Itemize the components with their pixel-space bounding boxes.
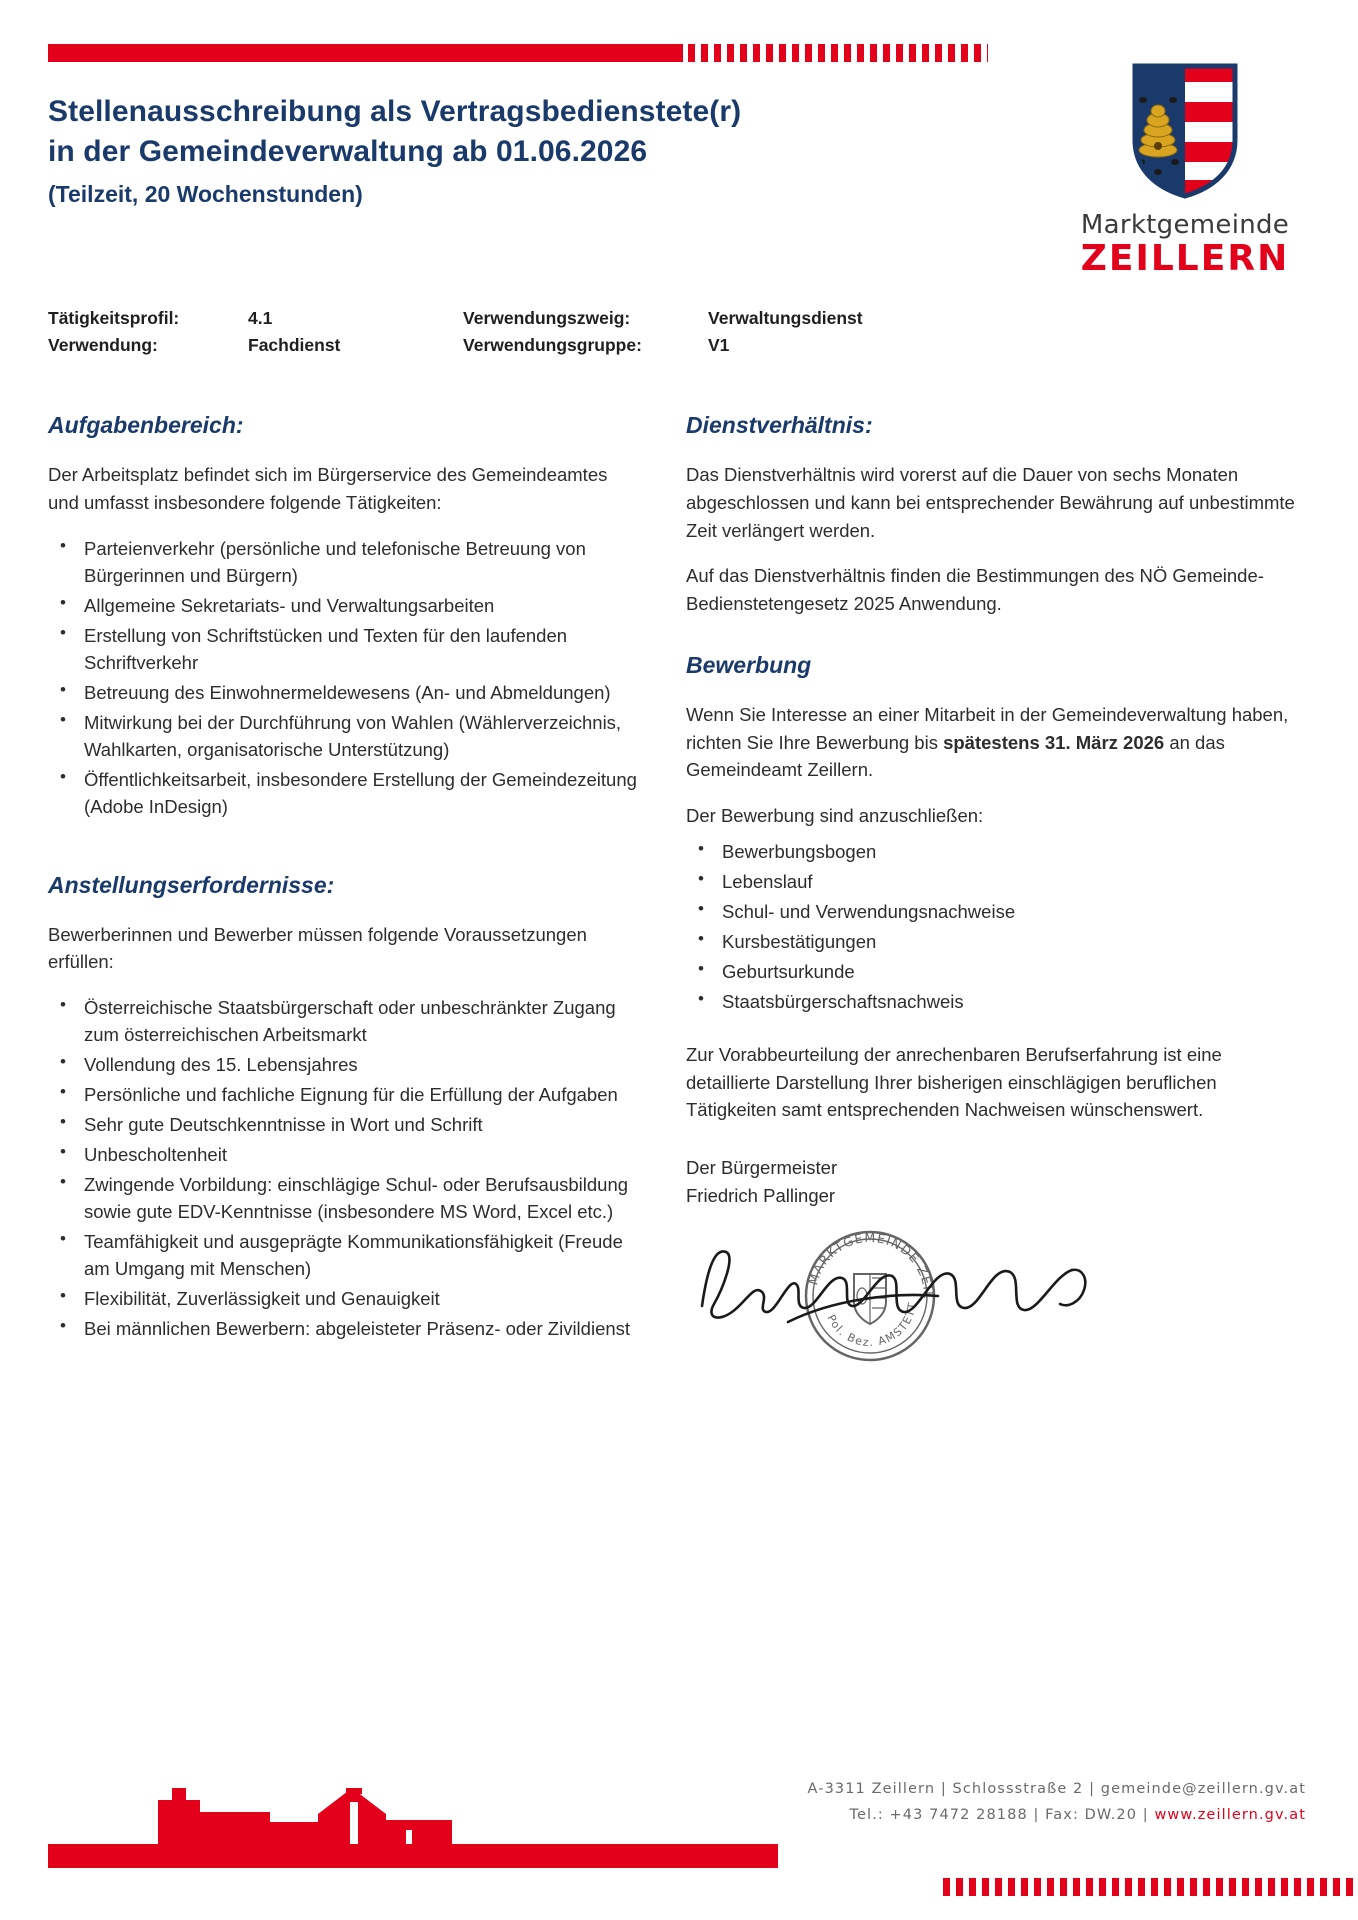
heading-dienstverhaeltnis: Dienstverhältnis: bbox=[686, 412, 873, 438]
signoff-name: Friedrich Pallinger bbox=[686, 1184, 836, 1206]
list-item: • Teamfähigkeit und ausgeprägte Kommunikationsfähigkeit (Freude am Umgang mit Menschen) bbox=[48, 1228, 638, 1282]
list-item: • Geburtsurkunde bbox=[686, 958, 1296, 985]
footer-website-link[interactable]: www.zeillern.gv.at bbox=[1154, 1806, 1306, 1823]
dienstverhaeltnis-paragraph-1: Das Dienstverhältnis wird vorerst auf die Dauer von sechs Monaten abgeschlossen und kann bei entsprechender Bewährung auf unbestimmte Zeit verlängert werden. bbox=[686, 464, 1295, 541]
list-item: • Bei männlichen Bewerbern: abgeleisteter Präsenz- oder Zivildienst bbox=[48, 1315, 638, 1342]
list-item: • Österreichische Staatsbürgerschaft oder unbeschränkter Zugang zum österreichischen Arbeitsmarkt bbox=[48, 994, 638, 1048]
right-column bbox=[686, 412, 1296, 1366]
list-item: • Erstellung von Schriftstücken und Texten für den laufenden Schriftverkehr bbox=[48, 622, 638, 676]
municipality-logo bbox=[1060, 62, 1310, 278]
page-subtitle: (Teilzeit, 20 Wochenstunden) bbox=[48, 181, 363, 208]
heading-bewerbung: Bewerbung bbox=[686, 651, 812, 678]
page-title-line-2: in der Gemeindeverwaltung ab 01.06.2026 bbox=[48, 134, 648, 168]
meta-row-2 bbox=[48, 332, 1008, 359]
list-item: • Schul- und Verwendungsnachweise bbox=[686, 898, 1296, 925]
value-verwendungszweig: Verwaltungsdienst bbox=[708, 308, 863, 328]
list-item: • Lebenslauf bbox=[686, 868, 1296, 895]
list-item: • Mitwirkung bei der Durchführung von Wahlen (Wählerverzeichnis, Wahlkarten, organisatorische Unterstützung) bbox=[48, 709, 638, 763]
heading-aufgabenbereich: Aufgabenbereich: bbox=[48, 412, 244, 438]
anstellungserfordernisse-intro: Bewerberinnen und Bewerber müssen folgende Voraussetzungen erfüllen: bbox=[48, 923, 587, 973]
bewerbung-intro-part1: Wenn Sie Interesse an einer Mitarbeit in der Gemeindeverwaltung haben, richten Sie Ihre Bewerbung bis bbox=[686, 703, 1289, 753]
bewerbung-intro bbox=[686, 701, 1296, 784]
list-item: • Zwingende Vorbildung: einschlägige Schul- oder Berufsausbildung sowie gute EDV-Kenntnisse (insbesondere MS Word, Excel etc.) bbox=[48, 1171, 638, 1225]
list-item: • Flexibilität, Zuverlässigkeit und Genauigkeit bbox=[48, 1285, 638, 1312]
signature-area bbox=[686, 1216, 1296, 1366]
left-column bbox=[48, 412, 638, 1348]
bewerbung-deadline: spätestens 31. März 2026 bbox=[943, 731, 1165, 753]
list-item: • Kursbestätigungen bbox=[686, 928, 1296, 955]
label-taetigkeitsprofil: Tätigkeitsprofil: bbox=[48, 308, 180, 328]
list-item: • Parteienverkehr (persönliche und telefonische Betreuung von Bürgerinnen und Bürgern) bbox=[48, 535, 638, 589]
bewerbung-intro-part2: an das Gemeindeamt Zeillern. bbox=[686, 731, 1225, 781]
list-item: • Staatsbürgerschaftsnachweis bbox=[686, 988, 1296, 1015]
footer-phone-line bbox=[808, 1803, 1306, 1828]
job-meta-grid bbox=[48, 305, 1008, 359]
logo-text-zeillern: ZEILLERN bbox=[1080, 238, 1290, 279]
aufgabenbereich-list bbox=[48, 535, 638, 820]
dienstverhaeltnis-paragraph-2: Auf das Dienstverhältnis finden die Bestimmungen des NÖ Gemeinde-Bedienstetengesetz 2025 Anwendung. bbox=[686, 565, 1264, 614]
logo-text-marktgemeinde: Marktgemeinde bbox=[1080, 210, 1290, 240]
list-item: • Bewerbungsbogen bbox=[686, 838, 1296, 865]
svg-text:Pol. Bez. AMSTETTEN: Pol. Bez. AMSTETT bbox=[824, 1300, 920, 1349]
top-decorative-bar bbox=[48, 44, 948, 62]
label-verwendungszweig: Verwendungszweig: bbox=[463, 308, 631, 328]
aufgabenbereich-intro: Der Arbeitsplatz befindet sich im Bürgerservice des Gemeindeamtes und umfasst insbesondere folgende Tätigkeiten: bbox=[48, 464, 608, 513]
signature-mark bbox=[692, 1234, 1112, 1354]
page-title-line-1: Stellenausschreibung als Vertragsbedienstete(r) bbox=[48, 95, 742, 128]
svg-text:MARKTGEMEINDE ZEILLERN: MARKTGEMEINDE ZEIL bbox=[805, 1229, 937, 1299]
value-verwendung: Fachdienst bbox=[248, 335, 341, 356]
footer-address-line: A-3311 Zeillern | Schlossstraße 2 | gemeinde@zeillern.gv.at bbox=[807, 1781, 1306, 1798]
signoff-block bbox=[686, 1154, 1296, 1210]
footer-contact bbox=[808, 1777, 1306, 1828]
document-header bbox=[48, 92, 1058, 208]
meta-row-1 bbox=[48, 305, 1008, 332]
anstellungserfordernisse-list bbox=[48, 994, 638, 1342]
list-item: • Öffentlichkeitsarbeit, insbesondere Erstellung der Gemeindezeitung (Adobe InDesign) bbox=[48, 766, 638, 820]
attachments-list bbox=[686, 838, 1296, 1015]
list-item: • Sehr gute Deutschkenntnisse in Wort und Schrift bbox=[48, 1111, 638, 1138]
value-verwendungsgruppe: V1 bbox=[708, 335, 730, 356]
top-bar-solid bbox=[48, 44, 683, 62]
list-item: • Betreuung des Einwohnermeldewesens (An- und Abmeldungen) bbox=[48, 679, 638, 706]
label-verwendungsgruppe: Verwendungsgruppe: bbox=[463, 335, 642, 356]
list-item: • Allgemeine Sekretariats- und Verwaltungsarbeiten bbox=[48, 592, 638, 619]
top-bar-dashes bbox=[688, 44, 988, 62]
footer-dashes bbox=[943, 1878, 1358, 1896]
list-item: • Unbescholtenheit bbox=[48, 1141, 638, 1168]
bewerbung-note: Zur Vorabbeurteilung der anrechenbaren Berufserfahrung ist eine detaillierte Darstellung Ihrer bisherigen einschlägigen beruflichen Tätigkeiten samt entsprechenden Nachweisen wünschenswert. bbox=[686, 1043, 1222, 1121]
label-verwendung: Verwendung: bbox=[48, 335, 158, 356]
signoff-role: Der Bürgermeister bbox=[686, 1157, 838, 1178]
list-item: • Persönliche und fachliche Eignung für die Erfüllung der Aufgaben bbox=[48, 1081, 638, 1108]
attachments-label: Der Bewerbung sind anzuschließen: bbox=[686, 805, 984, 826]
heading-anstellungserfordernisse: Anstellungserfordernisse: bbox=[48, 871, 335, 898]
list-item: • Vollendung des 15. Lebensjahres bbox=[48, 1051, 638, 1078]
footer-phone: Tel.: +43 7472 28188 | Fax: DW.20 | bbox=[849, 1806, 1155, 1823]
value-taetigkeitsprofil: 4.1 bbox=[248, 308, 273, 328]
coat-of-arms-icon bbox=[1131, 62, 1239, 200]
